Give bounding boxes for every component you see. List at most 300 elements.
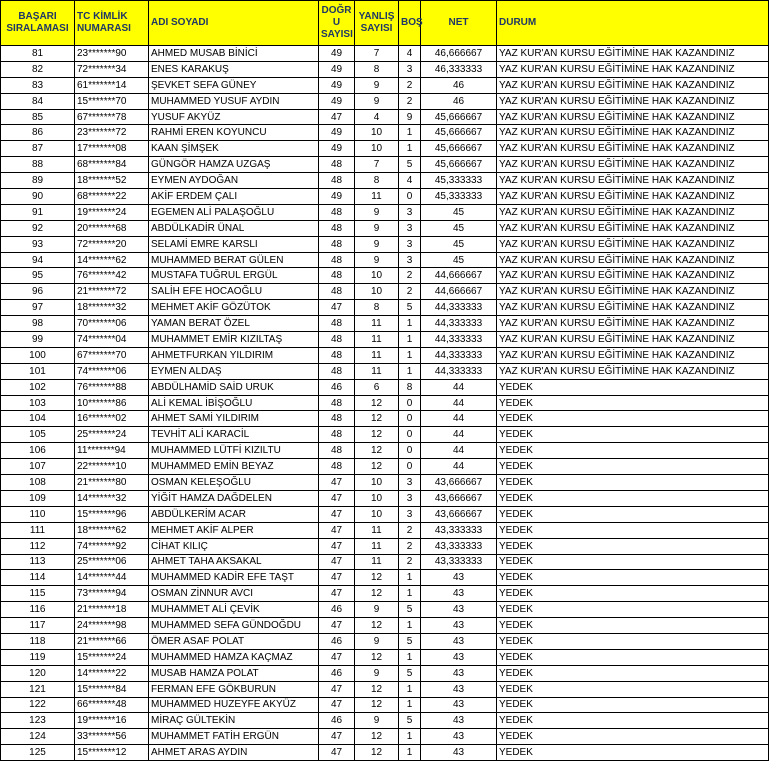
name-cell: MUHAMMET FATİH ERGÜN	[149, 729, 319, 745]
table-row	[1, 173, 769, 189]
table-row	[1, 554, 769, 570]
rank-cell: 111	[1, 522, 75, 538]
rank-cell: 120	[1, 665, 75, 681]
table-row	[1, 236, 769, 252]
correct-cell: 46	[319, 379, 355, 395]
net-cell: 44	[421, 379, 497, 395]
correct-cell: 49	[319, 77, 355, 93]
empty-cell: 3	[399, 220, 421, 236]
name-cell: ABDÜLKADİR ÜNAL	[149, 220, 319, 236]
name-cell: MUHAMMED BERAT GÜLEN	[149, 252, 319, 268]
net-cell: 44,666667	[421, 284, 497, 300]
empty-cell: 3	[399, 61, 421, 77]
correct-cell: 49	[319, 61, 355, 77]
name-cell: YİĞİT HAMZA DAĞDELEN	[149, 490, 319, 506]
wrong-cell: 12	[355, 697, 399, 713]
table-row	[1, 379, 769, 395]
net-cell: 45,666667	[421, 141, 497, 157]
status-cell: YAZ KUR'AN KURSU EĞİTİMİNE HAK KAZANDINIZ	[497, 61, 769, 77]
rank-cell: 98	[1, 316, 75, 332]
wrong-cell: 10	[355, 475, 399, 491]
empty-cell: 3	[399, 204, 421, 220]
wrong-cell: 9	[355, 93, 399, 109]
status-cell: YAZ KUR'AN KURSU EĞİTİMİNE HAK KAZANDINIZ	[497, 316, 769, 332]
name-cell: AHMET SAMİ YILDIRIM	[149, 411, 319, 427]
empty-cell: 9	[399, 109, 421, 125]
status-cell: YAZ KUR'AN KURSU EĞİTİMİNE HAK KAZANDINIZ	[497, 204, 769, 220]
wrong-cell: 9	[355, 252, 399, 268]
net-cell: 45,333333	[421, 189, 497, 205]
net-cell: 43	[421, 633, 497, 649]
net-cell: 43	[421, 729, 497, 745]
name-cell: MUHAMMED SEFA GÜNDOĞDU	[149, 618, 319, 634]
tc-cell: 19*******16	[75, 713, 149, 729]
tc-cell: 72*******34	[75, 61, 149, 77]
empty-cell: 1	[399, 618, 421, 634]
status-cell: YEDEK	[497, 506, 769, 522]
table-row	[1, 141, 769, 157]
rank-cell: 112	[1, 538, 75, 554]
status-cell: YAZ KUR'AN KURSU EĞİTİMİNE HAK KAZANDINIZ	[497, 173, 769, 189]
name-cell: TEVHİT ALİ KARACİL	[149, 427, 319, 443]
rank-cell: 105	[1, 427, 75, 443]
status-cell: YAZ KUR'AN KURSU EĞİTİMİNE HAK KAZANDINIZ	[497, 236, 769, 252]
empty-cell: 1	[399, 745, 421, 761]
empty-cell: 1	[399, 681, 421, 697]
name-cell: MEHMET AKİF GÖZÜTOK	[149, 300, 319, 316]
net-cell: 43	[421, 713, 497, 729]
tc-cell: 61*******14	[75, 77, 149, 93]
status-cell: YAZ KUR'AN KURSU EĞİTİMİNE HAK KAZANDINIZ	[497, 363, 769, 379]
correct-cell: 48	[319, 316, 355, 332]
status-cell: YAZ KUR'AN KURSU EĞİTİMİNE HAK KAZANDINIZ	[497, 141, 769, 157]
correct-cell: 49	[319, 141, 355, 157]
empty-cell: 5	[399, 633, 421, 649]
rank-cell: 99	[1, 332, 75, 348]
correct-cell: 46	[319, 665, 355, 681]
status-cell: YEDEK	[497, 602, 769, 618]
correct-cell: 47	[319, 697, 355, 713]
wrong-cell: 12	[355, 681, 399, 697]
net-cell: 43,666667	[421, 475, 497, 491]
net-cell: 44	[421, 459, 497, 475]
tc-header: TC KİMLİK NUMARASI	[75, 1, 149, 46]
wrong-cell: 4	[355, 109, 399, 125]
name-cell: MUHAMMED HUZEYFE AKYÜZ	[149, 697, 319, 713]
empty-cell: 3	[399, 490, 421, 506]
rank-header: BAŞARI SIRALAMASI	[1, 1, 75, 46]
correct-cell: 48	[319, 204, 355, 220]
net-cell: 44	[421, 427, 497, 443]
net-cell: 45	[421, 204, 497, 220]
empty-cell: 2	[399, 268, 421, 284]
rank-cell: 88	[1, 157, 75, 173]
table-body	[1, 46, 769, 761]
tc-cell: 20*******68	[75, 220, 149, 236]
status-cell: YAZ KUR'AN KURSU EĞİTİMİNE HAK KAZANDINIZ	[497, 46, 769, 62]
status-cell: YAZ KUR'AN KURSU EĞİTİMİNE HAK KAZANDINIZ	[497, 332, 769, 348]
wrong-cell: 12	[355, 649, 399, 665]
table-row	[1, 602, 769, 618]
status-cell: YEDEK	[497, 665, 769, 681]
correct-cell: 47	[319, 618, 355, 634]
tc-cell: 18*******52	[75, 173, 149, 189]
status-cell: YEDEK	[497, 379, 769, 395]
tc-cell: 15*******70	[75, 93, 149, 109]
name-cell: AKİF ERDEM ÇALI	[149, 189, 319, 205]
empty-cell: 0	[399, 395, 421, 411]
status-cell: YAZ KUR'AN KURSU EĞİTİMİNE HAK KAZANDINIZ	[497, 268, 769, 284]
empty-cell: 5	[399, 602, 421, 618]
table-row	[1, 443, 769, 459]
correct-cell: 47	[319, 586, 355, 602]
status-cell: YEDEK	[497, 522, 769, 538]
empty-cell: 1	[399, 316, 421, 332]
status-cell: YEDEK	[497, 633, 769, 649]
rank-cell: 107	[1, 459, 75, 475]
rank-cell: 113	[1, 554, 75, 570]
net-header: NET	[421, 1, 497, 46]
tc-cell: 22*******10	[75, 459, 149, 475]
net-cell: 46,666667	[421, 46, 497, 62]
wrong-cell: 12	[355, 395, 399, 411]
correct-cell: 47	[319, 554, 355, 570]
correct-cell: 49	[319, 125, 355, 141]
name-cell: MUHAMMET EMİR KIZILTAŞ	[149, 332, 319, 348]
empty-cell: 2	[399, 538, 421, 554]
table-row	[1, 252, 769, 268]
empty-cell: 1	[399, 125, 421, 141]
correct-cell: 48	[319, 395, 355, 411]
table-row	[1, 332, 769, 348]
wrong-cell: 9	[355, 665, 399, 681]
tc-cell: 25*******06	[75, 554, 149, 570]
status-cell: YEDEK	[497, 713, 769, 729]
tc-cell: 17*******08	[75, 141, 149, 157]
wrong-cell: 11	[355, 332, 399, 348]
net-cell: 44,333333	[421, 332, 497, 348]
wrong-cell: 9	[355, 220, 399, 236]
net-cell: 43,333333	[421, 522, 497, 538]
tc-cell: 15*******96	[75, 506, 149, 522]
rank-cell: 81	[1, 46, 75, 62]
rank-cell: 101	[1, 363, 75, 379]
name-cell: AHMETFURKAN YILDIRIM	[149, 347, 319, 363]
net-cell: 43	[421, 618, 497, 634]
rank-cell: 117	[1, 618, 75, 634]
tc-cell: 66*******48	[75, 697, 149, 713]
rank-cell: 118	[1, 633, 75, 649]
correct-cell: 47	[319, 475, 355, 491]
wrong-cell: 10	[355, 141, 399, 157]
table-row	[1, 411, 769, 427]
correct-cell: 47	[319, 570, 355, 586]
status-cell: YEDEK	[497, 459, 769, 475]
wrong-cell: 8	[355, 300, 399, 316]
empty-cell: 1	[399, 729, 421, 745]
rank-cell: 102	[1, 379, 75, 395]
empty-cell: 1	[399, 332, 421, 348]
status-cell: YEDEK	[497, 618, 769, 634]
correct-header: DOĞR U SAYISI	[319, 1, 355, 46]
tc-cell: 18*******62	[75, 522, 149, 538]
status-header: DURUM	[497, 1, 769, 46]
table-row	[1, 570, 769, 586]
status-cell: YEDEK	[497, 411, 769, 427]
wrong-header: YANLIŞ SAYISI	[355, 1, 399, 46]
tc-cell: 10*******86	[75, 395, 149, 411]
rank-cell: 95	[1, 268, 75, 284]
table-row	[1, 538, 769, 554]
table-row	[1, 93, 769, 109]
tc-cell: 68*******84	[75, 157, 149, 173]
table-row	[1, 363, 769, 379]
name-cell: OSMAN ZİNNUR AVCI	[149, 586, 319, 602]
tc-cell: 23*******72	[75, 125, 149, 141]
rank-cell: 125	[1, 745, 75, 761]
name-cell: MUHAMMET ALİ ÇEVİK	[149, 602, 319, 618]
rank-cell: 85	[1, 109, 75, 125]
correct-cell: 47	[319, 681, 355, 697]
tc-cell: 68*******22	[75, 189, 149, 205]
net-cell: 45	[421, 220, 497, 236]
rank-cell: 115	[1, 586, 75, 602]
name-cell: AHMET TAHA AKSAKAL	[149, 554, 319, 570]
name-cell: ABDÜLKERİM ACAR	[149, 506, 319, 522]
wrong-cell: 12	[355, 729, 399, 745]
wrong-cell: 12	[355, 745, 399, 761]
status-cell: YAZ KUR'AN KURSU EĞİTİMİNE HAK KAZANDINIZ	[497, 347, 769, 363]
net-cell: 44,333333	[421, 300, 497, 316]
correct-cell: 46	[319, 713, 355, 729]
status-cell: YEDEK	[497, 681, 769, 697]
rank-cell: 104	[1, 411, 75, 427]
correct-cell: 48	[319, 268, 355, 284]
status-cell: YEDEK	[497, 475, 769, 491]
name-cell: AHMET ARAS AYDIN	[149, 745, 319, 761]
name-cell: OSMAN KELEŞOĞLU	[149, 475, 319, 491]
tc-cell: 21*******72	[75, 284, 149, 300]
wrong-cell: 10	[355, 125, 399, 141]
tc-cell: 76*******42	[75, 268, 149, 284]
status-cell: YAZ KUR'AN KURSU EĞİTİMİNE HAK KAZANDINIZ	[497, 220, 769, 236]
correct-cell: 48	[319, 347, 355, 363]
header-row	[1, 1, 769, 46]
empty-cell: 8	[399, 379, 421, 395]
status-cell: YEDEK	[497, 538, 769, 554]
name-cell: GÜNGÖR HAMZA UZGAŞ	[149, 157, 319, 173]
wrong-cell: 10	[355, 268, 399, 284]
status-cell: YAZ KUR'AN KURSU EĞİTİMİNE HAK KAZANDINIZ	[497, 189, 769, 205]
correct-cell: 49	[319, 93, 355, 109]
tc-cell: 67*******70	[75, 347, 149, 363]
tc-cell: 18*******32	[75, 300, 149, 316]
correct-cell: 48	[319, 236, 355, 252]
table-row	[1, 649, 769, 665]
correct-cell: 48	[319, 157, 355, 173]
table-row	[1, 189, 769, 205]
rank-cell: 110	[1, 506, 75, 522]
tc-cell: 21*******18	[75, 602, 149, 618]
table-row	[1, 347, 769, 363]
correct-cell: 48	[319, 459, 355, 475]
wrong-cell: 12	[355, 570, 399, 586]
name-header: ADI SOYADI	[149, 1, 319, 46]
name-cell: AHMED MUSAB BİNİCİ	[149, 46, 319, 62]
net-cell: 43	[421, 745, 497, 761]
wrong-cell: 6	[355, 379, 399, 395]
empty-cell: 2	[399, 522, 421, 538]
empty-cell: 1	[399, 649, 421, 665]
empty-cell: 2	[399, 93, 421, 109]
wrong-cell: 12	[355, 427, 399, 443]
wrong-cell: 11	[355, 538, 399, 554]
table-row	[1, 697, 769, 713]
rank-cell: 124	[1, 729, 75, 745]
correct-cell: 47	[319, 109, 355, 125]
correct-cell: 46	[319, 633, 355, 649]
wrong-cell: 7	[355, 157, 399, 173]
rank-cell: 97	[1, 300, 75, 316]
wrong-cell: 9	[355, 713, 399, 729]
tc-cell: 24*******98	[75, 618, 149, 634]
table-row	[1, 475, 769, 491]
status-cell: YAZ KUR'AN KURSU EĞİTİMİNE HAK KAZANDINIZ	[497, 252, 769, 268]
correct-cell: 47	[319, 649, 355, 665]
rank-cell: 93	[1, 236, 75, 252]
rank-cell: 108	[1, 475, 75, 491]
correct-cell: 48	[319, 173, 355, 189]
empty-cell: 0	[399, 427, 421, 443]
tc-cell: 14*******44	[75, 570, 149, 586]
table-row	[1, 268, 769, 284]
table-row	[1, 284, 769, 300]
correct-cell: 48	[319, 252, 355, 268]
wrong-cell: 9	[355, 77, 399, 93]
wrong-cell: 11	[355, 554, 399, 570]
tc-cell: 33*******56	[75, 729, 149, 745]
rank-cell: 121	[1, 681, 75, 697]
empty-cell: 5	[399, 300, 421, 316]
tc-cell: 73*******94	[75, 586, 149, 602]
net-cell: 43,333333	[421, 538, 497, 554]
table-row	[1, 109, 769, 125]
table-row	[1, 220, 769, 236]
table-row	[1, 459, 769, 475]
net-cell: 45,333333	[421, 173, 497, 189]
net-cell: 46,333333	[421, 61, 497, 77]
net-cell: 44	[421, 443, 497, 459]
tc-cell: 15*******24	[75, 649, 149, 665]
status-cell: YAZ KUR'AN KURSU EĞİTİMİNE HAK KAZANDINIZ	[497, 77, 769, 93]
tc-cell: 21*******80	[75, 475, 149, 491]
name-cell: EYMEN ALDAŞ	[149, 363, 319, 379]
tc-cell: 74*******04	[75, 332, 149, 348]
tc-cell: 70*******06	[75, 316, 149, 332]
net-cell: 43	[421, 570, 497, 586]
empty-cell: 0	[399, 459, 421, 475]
rank-cell: 106	[1, 443, 75, 459]
tc-cell: 14*******22	[75, 665, 149, 681]
tc-cell: 74*******06	[75, 363, 149, 379]
net-cell: 44	[421, 395, 497, 411]
status-cell: YAZ KUR'AN KURSU EĞİTİMİNE HAK KAZANDINIZ	[497, 109, 769, 125]
table-row	[1, 316, 769, 332]
table-row	[1, 395, 769, 411]
correct-cell: 47	[319, 745, 355, 761]
name-cell: MUHAMMED HAMZA KAÇMAZ	[149, 649, 319, 665]
name-cell: ABDÜLHAMİD SAİD URUK	[149, 379, 319, 395]
correct-cell: 48	[319, 427, 355, 443]
net-cell: 44	[421, 411, 497, 427]
name-cell: MUSTAFA TUĞRUL ERGÜL	[149, 268, 319, 284]
correct-cell: 46	[319, 602, 355, 618]
table-row	[1, 427, 769, 443]
rank-cell: 92	[1, 220, 75, 236]
status-cell: YEDEK	[497, 729, 769, 745]
empty-cell: 5	[399, 713, 421, 729]
tc-cell: 15*******12	[75, 745, 149, 761]
empty-cell: 4	[399, 46, 421, 62]
rank-cell: 83	[1, 77, 75, 93]
name-cell: KAAN ŞİMŞEK	[149, 141, 319, 157]
net-cell: 43	[421, 665, 497, 681]
correct-cell: 48	[319, 284, 355, 300]
status-cell: YEDEK	[497, 427, 769, 443]
status-cell: YAZ KUR'AN KURSU EĞİTİMİNE HAK KAZANDINIZ	[497, 157, 769, 173]
net-cell: 43	[421, 681, 497, 697]
wrong-cell: 11	[355, 347, 399, 363]
table-row	[1, 125, 769, 141]
empty-cell: 1	[399, 697, 421, 713]
net-cell: 43	[421, 649, 497, 665]
wrong-cell: 11	[355, 316, 399, 332]
name-cell: ALİ KEMAL İBİŞOĞLU	[149, 395, 319, 411]
empty-cell: 1	[399, 586, 421, 602]
wrong-cell: 12	[355, 618, 399, 634]
rank-cell: 109	[1, 490, 75, 506]
empty-cell: 3	[399, 475, 421, 491]
name-cell: SALİH EFE HOCAOĞLU	[149, 284, 319, 300]
net-cell: 43	[421, 602, 497, 618]
wrong-cell: 12	[355, 443, 399, 459]
empty-cell: 4	[399, 173, 421, 189]
empty-cell: 0	[399, 411, 421, 427]
tc-cell: 14*******32	[75, 490, 149, 506]
empty-cell: 2	[399, 284, 421, 300]
empty-cell: 3	[399, 506, 421, 522]
table-row	[1, 681, 769, 697]
correct-cell: 47	[319, 490, 355, 506]
tc-cell: 76*******88	[75, 379, 149, 395]
name-cell: YAMAN BERAT ÖZEL	[149, 316, 319, 332]
correct-cell: 49	[319, 189, 355, 205]
tc-cell: 14*******62	[75, 252, 149, 268]
status-cell: YEDEK	[497, 745, 769, 761]
rank-cell: 114	[1, 570, 75, 586]
tc-cell: 74*******92	[75, 538, 149, 554]
wrong-cell: 9	[355, 236, 399, 252]
correct-cell: 48	[319, 220, 355, 236]
correct-cell: 47	[319, 729, 355, 745]
name-cell: ŞEVKET SEFA GÜNEY	[149, 77, 319, 93]
status-cell: YEDEK	[497, 554, 769, 570]
wrong-cell: 11	[355, 189, 399, 205]
name-cell: MUSAB HAMZA POLAT	[149, 665, 319, 681]
empty-cell: 2	[399, 77, 421, 93]
net-cell: 45	[421, 236, 497, 252]
rank-cell: 82	[1, 61, 75, 77]
